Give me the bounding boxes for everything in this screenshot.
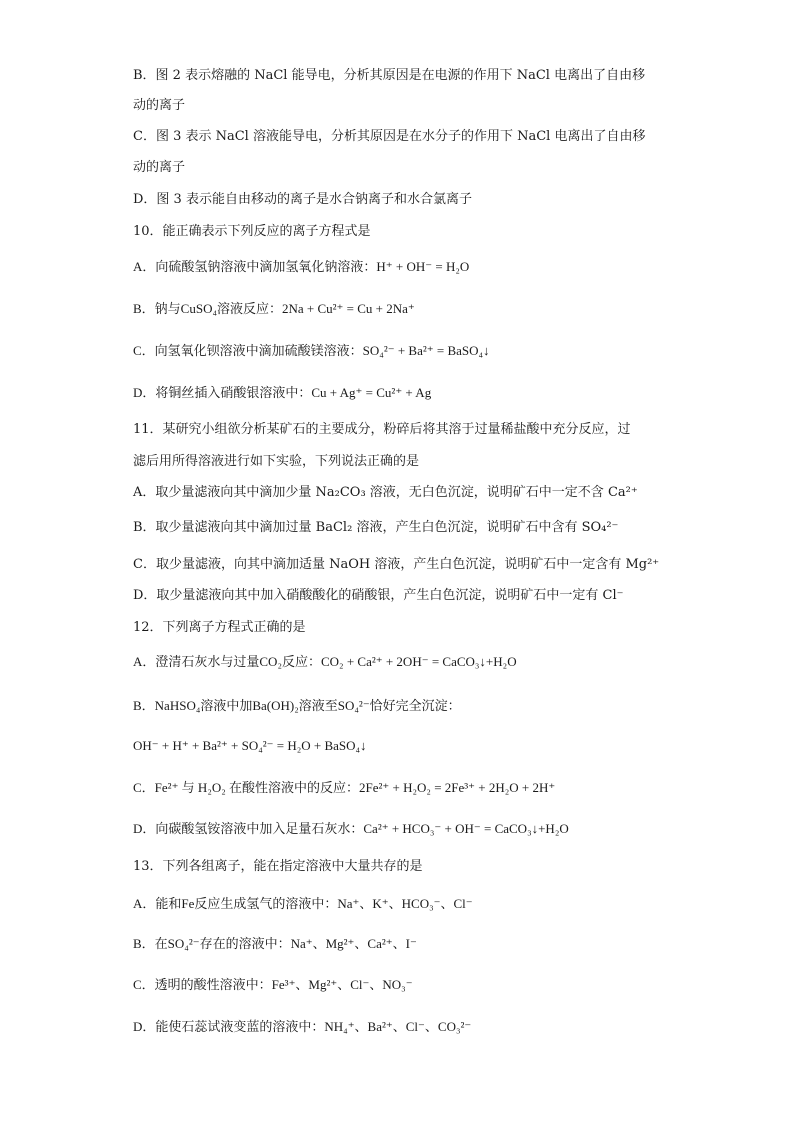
option-d: D．取少量滤液向其中加入硝酸酸化的硝酸银，产生白色沉淀，说明矿石中一定有 Cl⁻ [133, 588, 624, 603]
option-c: C．向氢氧化钡溶液中滴加硫酸镁溶液：SO₄²⁻ + Ba²⁺ = BaSO₄↓ [133, 343, 490, 358]
option-a: A．向硫酸氢钠溶液中滴加氢氧化钠溶液：H⁺ + OH⁻ = H₂O [133, 259, 470, 274]
text-line: D．图 3 表示能自由移动的离子是水合钠离子和水合氯离子 [133, 192, 472, 207]
question-12-stem: 12．下列离子方程式正确的是 [133, 620, 306, 635]
text-line: C．图 3 表示 NaCl 溶液能导电，分析其原因是在水分子的作用下 NaCl 电离出了自由移 [133, 129, 646, 144]
option-c: C．透明的酸性溶液中：Fe³⁺、Mg²⁺、Cl⁻、NO₃⁻ [133, 977, 413, 992]
option-d: D．将铜丝插入硝酸银溶液中：Cu + Ag⁺ = Cu²⁺ + Ag [133, 385, 432, 400]
option-b: B．取少量滤液向其中滴加过量 BaCl₂ 溶液，产生白色沉淀，说明矿石中含有 SO₄²⁻ [133, 520, 619, 535]
option-b: B．钠与CuSO₄溶液反应：2Na + Cu²⁺ = Cu + 2Na⁺ [133, 301, 415, 316]
option-a: A．能和Fe反应生成氢气的溶液中：Na⁺、K⁺、HCO₃⁻、Cl⁻ [133, 896, 473, 911]
option-a: A．澄清石灰水与过量CO₂反应：CO₂ + Ca²⁺ + 2OH⁻ = CaCO₃↓+H₂O [133, 654, 517, 669]
option-c: C．Fe²⁺ 与 H₂O₂ 在酸性溶液中的反应：2Fe²⁺ + H₂O₂ = 2Fe³⁺ + 2H₂O + 2H⁺ [133, 780, 556, 795]
question-10-stem: 10．能正确表示下列反应的离子方程式是 [133, 224, 371, 239]
option-d: D．能使石蕊试液变蓝的溶液中：NH₄⁺、Ba²⁺、Cl⁻、CO₃²⁻ [133, 1019, 472, 1034]
text-line: B．图 2 表示熔融的 NaCl 能导电，分析其原因是在电源的作用下 NaCl 电离出了自由移 [133, 68, 646, 83]
option-b: B．在SO₄²⁻存在的溶液中：Na⁺、Mg²⁺、Ca²⁺、I⁻ [133, 936, 417, 951]
option-a: A．取少量滤液向其中滴加少量 Na₂CO₃ 溶液，无白色沉淀，说明矿石中一定不含 Ca²⁺ [133, 485, 638, 500]
text-line: 动的离子 [133, 160, 186, 175]
equation-line: OH⁻ + H⁺ + Ba²⁺ + SO₄²⁻ = H₂O + BaSO₄↓ [133, 738, 367, 753]
option-c: C．取少量滤液，向其中滴加适量 NaOH 溶液，产生白色沉淀，说明矿石中一定含有 Mg²⁺ [133, 557, 660, 572]
option-b: B．NaHSO₄溶液中加Ba(OH)₂溶液至SO₄²⁻恰好完全沉淀： [133, 698, 461, 713]
text-line: 滤后用所得溶液进行如下实验，下列说法正确的是 [133, 454, 420, 469]
question-11-stem: 11．某研究小组欲分析某矿石的主要成分，粉碎后将其溶于过量稀盐酸中充分反应，过 [133, 422, 631, 437]
text-line: 动的离子 [133, 98, 186, 113]
question-13-stem: 13．下列各组离子，能在指定溶液中大量共存的是 [133, 859, 423, 874]
option-d: D．向碳酸氢铵溶液中加入足量石灰水：Ca²⁺ + HCO₃⁻ + OH⁻ = CaCO₃↓+H₂O [133, 821, 569, 836]
